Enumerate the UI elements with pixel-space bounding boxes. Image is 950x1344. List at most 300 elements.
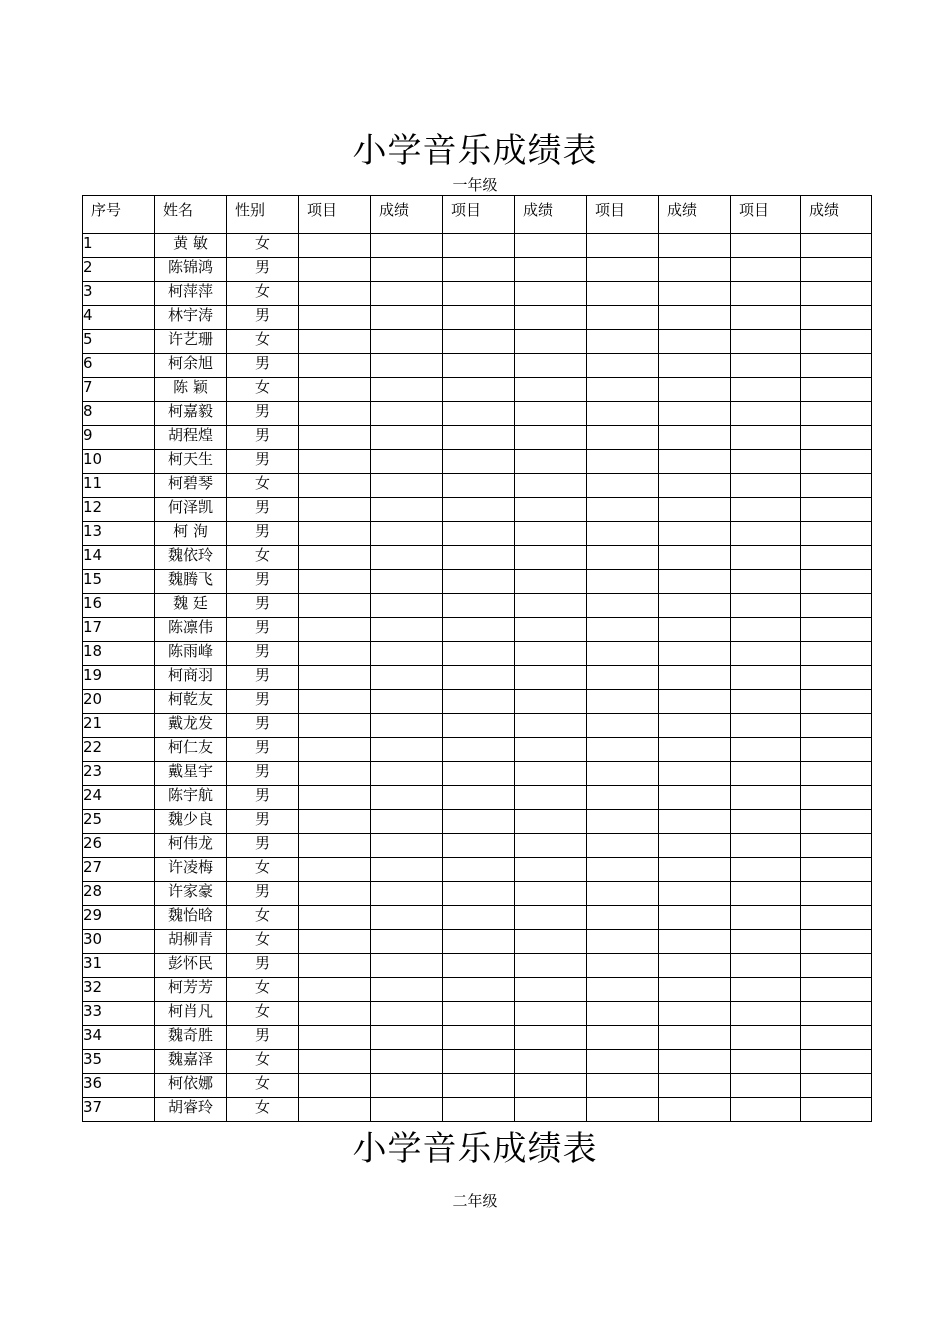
- project-cell[interactable]: [443, 954, 515, 978]
- project-cell[interactable]: [299, 618, 371, 642]
- project-cell[interactable]: [587, 1026, 659, 1050]
- project-cell[interactable]: [443, 570, 515, 594]
- project-cell[interactable]: [443, 1026, 515, 1050]
- score-cell[interactable]: [659, 786, 731, 810]
- project-cell[interactable]: [587, 978, 659, 1002]
- score-cell[interactable]: [801, 306, 872, 330]
- project-cell[interactable]: [443, 402, 515, 426]
- project-cell[interactable]: [587, 258, 659, 282]
- score-cell[interactable]: [659, 762, 731, 786]
- project-cell[interactable]: [731, 738, 801, 762]
- project-cell[interactable]: [731, 258, 801, 282]
- project-cell[interactable]: [299, 930, 371, 954]
- score-cell[interactable]: [371, 786, 443, 810]
- student-name: 柯肖凡: [155, 1002, 227, 1026]
- score-cell[interactable]: [801, 978, 872, 1002]
- score-cell[interactable]: [801, 930, 872, 954]
- score-cell[interactable]: [515, 834, 587, 858]
- project-cell[interactable]: [443, 666, 515, 690]
- score-cell[interactable]: [515, 498, 587, 522]
- project-cell[interactable]: [587, 858, 659, 882]
- project-cell[interactable]: [443, 1074, 515, 1098]
- score-cell[interactable]: [801, 522, 872, 546]
- score-cell[interactable]: [801, 714, 872, 738]
- score-cell[interactable]: [801, 354, 872, 378]
- score-cell[interactable]: [371, 450, 443, 474]
- score-cell[interactable]: [515, 426, 587, 450]
- score-cell[interactable]: [371, 330, 443, 354]
- score-cell[interactable]: [371, 282, 443, 306]
- project-cell[interactable]: [299, 258, 371, 282]
- score-cell[interactable]: [801, 906, 872, 930]
- score-cell[interactable]: [371, 906, 443, 930]
- score-cell[interactable]: [371, 738, 443, 762]
- project-cell[interactable]: [731, 882, 801, 906]
- project-cell[interactable]: [587, 762, 659, 786]
- project-cell[interactable]: [299, 1002, 371, 1026]
- table-row: [83, 786, 872, 810]
- project-cell[interactable]: [587, 498, 659, 522]
- project-cell[interactable]: [299, 354, 371, 378]
- project-cell[interactable]: [587, 930, 659, 954]
- project-cell[interactable]: [299, 882, 371, 906]
- score-cell[interactable]: [371, 474, 443, 498]
- project-cell[interactable]: [443, 330, 515, 354]
- project-cell[interactable]: [731, 426, 801, 450]
- project-cell[interactable]: [731, 954, 801, 978]
- score-cell[interactable]: [801, 498, 872, 522]
- score-cell[interactable]: [659, 642, 731, 666]
- project-cell[interactable]: [299, 402, 371, 426]
- project-cell[interactable]: [299, 234, 371, 258]
- project-cell[interactable]: [587, 402, 659, 426]
- score-cell[interactable]: [659, 402, 731, 426]
- score-cell[interactable]: [515, 954, 587, 978]
- score-cell[interactable]: [371, 930, 443, 954]
- project-cell[interactable]: [443, 738, 515, 762]
- score-cell[interactable]: [515, 594, 587, 618]
- score-cell[interactable]: [515, 762, 587, 786]
- project-cell[interactable]: [731, 642, 801, 666]
- score-cell[interactable]: [371, 402, 443, 426]
- score-cell[interactable]: [801, 642, 872, 666]
- score-cell[interactable]: [659, 306, 731, 330]
- score-cell[interactable]: [801, 738, 872, 762]
- project-cell[interactable]: [443, 522, 515, 546]
- score-cell[interactable]: [659, 378, 731, 402]
- project-cell[interactable]: [443, 906, 515, 930]
- score-cell[interactable]: [371, 642, 443, 666]
- score-cell[interactable]: [801, 402, 872, 426]
- project-cell[interactable]: [443, 810, 515, 834]
- score-cell[interactable]: [371, 1050, 443, 1074]
- score-cell[interactable]: [801, 426, 872, 450]
- project-cell[interactable]: [443, 690, 515, 714]
- project-cell[interactable]: [587, 282, 659, 306]
- score-cell[interactable]: [371, 426, 443, 450]
- project-cell[interactable]: [587, 1050, 659, 1074]
- score-cell[interactable]: [371, 954, 443, 978]
- project-cell[interactable]: [443, 258, 515, 282]
- score-cell[interactable]: [659, 282, 731, 306]
- score-cell[interactable]: [659, 882, 731, 906]
- score-cell[interactable]: [659, 930, 731, 954]
- project-cell[interactable]: [443, 762, 515, 786]
- score-cell[interactable]: [659, 954, 731, 978]
- score-cell[interactable]: [515, 642, 587, 666]
- project-cell[interactable]: [299, 906, 371, 930]
- score-cell[interactable]: [371, 258, 443, 282]
- score-cell[interactable]: [371, 306, 443, 330]
- project-cell[interactable]: [299, 978, 371, 1002]
- project-cell[interactable]: [587, 426, 659, 450]
- project-cell[interactable]: [299, 426, 371, 450]
- score-cell[interactable]: [371, 498, 443, 522]
- project-cell[interactable]: [299, 738, 371, 762]
- project-cell[interactable]: [731, 474, 801, 498]
- project-cell[interactable]: [731, 282, 801, 306]
- score-cell[interactable]: [659, 474, 731, 498]
- score-cell[interactable]: [371, 1074, 443, 1098]
- score-cell[interactable]: [659, 450, 731, 474]
- project-cell[interactable]: [443, 834, 515, 858]
- score-cell[interactable]: [801, 858, 872, 882]
- project-cell[interactable]: [443, 714, 515, 738]
- project-cell[interactable]: [299, 378, 371, 402]
- project-cell[interactable]: [443, 930, 515, 954]
- score-cell[interactable]: [659, 426, 731, 450]
- project-cell[interactable]: [443, 450, 515, 474]
- score-cell[interactable]: [659, 354, 731, 378]
- score-cell[interactable]: [659, 618, 731, 642]
- project-cell[interactable]: [443, 546, 515, 570]
- score-cell[interactable]: [801, 450, 872, 474]
- score-cell[interactable]: [515, 282, 587, 306]
- project-cell[interactable]: [587, 1002, 659, 1026]
- score-cell[interactable]: [515, 738, 587, 762]
- project-cell[interactable]: [443, 306, 515, 330]
- project-cell[interactable]: [731, 1002, 801, 1026]
- project-cell[interactable]: [443, 978, 515, 1002]
- score-cell[interactable]: [659, 594, 731, 618]
- project-cell[interactable]: [587, 378, 659, 402]
- project-cell[interactable]: [299, 666, 371, 690]
- project-cell[interactable]: [731, 402, 801, 426]
- score-cell[interactable]: [659, 498, 731, 522]
- score-cell[interactable]: [659, 906, 731, 930]
- score-cell[interactable]: [515, 1074, 587, 1098]
- project-cell[interactable]: [587, 522, 659, 546]
- score-cell[interactable]: [801, 546, 872, 570]
- project-cell[interactable]: [443, 234, 515, 258]
- project-cell[interactable]: [299, 306, 371, 330]
- project-cell[interactable]: [443, 282, 515, 306]
- project-cell[interactable]: [443, 1098, 515, 1122]
- project-cell[interactable]: [299, 1050, 371, 1074]
- project-cell[interactable]: [731, 378, 801, 402]
- score-cell[interactable]: [659, 978, 731, 1002]
- score-cell[interactable]: [659, 714, 731, 738]
- project-cell[interactable]: [731, 930, 801, 954]
- score-cell[interactable]: [371, 714, 443, 738]
- project-cell[interactable]: [731, 1026, 801, 1050]
- project-cell[interactable]: [731, 330, 801, 354]
- score-cell[interactable]: [801, 474, 872, 498]
- score-cell[interactable]: [371, 1002, 443, 1026]
- score-cell[interactable]: [659, 810, 731, 834]
- project-cell[interactable]: [299, 762, 371, 786]
- project-cell[interactable]: [587, 1098, 659, 1122]
- project-cell[interactable]: [443, 498, 515, 522]
- project-cell[interactable]: [299, 1098, 371, 1122]
- project-cell[interactable]: [299, 954, 371, 978]
- score-cell[interactable]: [659, 234, 731, 258]
- row-number: 3: [83, 282, 155, 306]
- score-cell[interactable]: [659, 1002, 731, 1026]
- project-cell[interactable]: [299, 642, 371, 666]
- score-cell[interactable]: [801, 810, 872, 834]
- score-cell[interactable]: [801, 1098, 872, 1122]
- project-cell[interactable]: [299, 858, 371, 882]
- project-cell[interactable]: [731, 498, 801, 522]
- score-cell[interactable]: [515, 450, 587, 474]
- score-cell[interactable]: [659, 738, 731, 762]
- score-cell[interactable]: [371, 1026, 443, 1050]
- score-cell[interactable]: [515, 546, 587, 570]
- project-cell[interactable]: [443, 642, 515, 666]
- score-cell[interactable]: [371, 666, 443, 690]
- score-cell[interactable]: [515, 474, 587, 498]
- project-cell[interactable]: [587, 570, 659, 594]
- score-cell[interactable]: [371, 882, 443, 906]
- score-cell[interactable]: [801, 594, 872, 618]
- score-cell[interactable]: [371, 1098, 443, 1122]
- score-cell[interactable]: [371, 978, 443, 1002]
- score-cell[interactable]: [515, 882, 587, 906]
- score-cell[interactable]: [659, 546, 731, 570]
- score-cell[interactable]: [515, 930, 587, 954]
- score-cell[interactable]: [371, 546, 443, 570]
- score-cell[interactable]: [371, 834, 443, 858]
- project-cell[interactable]: [587, 306, 659, 330]
- score-cell[interactable]: [801, 618, 872, 642]
- score-cell[interactable]: [515, 1026, 587, 1050]
- project-cell[interactable]: [443, 1002, 515, 1026]
- score-cell[interactable]: [515, 402, 587, 426]
- score-cell[interactable]: [371, 378, 443, 402]
- project-cell[interactable]: [587, 906, 659, 930]
- score-cell[interactable]: [515, 858, 587, 882]
- score-cell[interactable]: [659, 570, 731, 594]
- project-cell[interactable]: [443, 378, 515, 402]
- project-cell[interactable]: [299, 498, 371, 522]
- score-cell[interactable]: [515, 378, 587, 402]
- score-cell[interactable]: [515, 306, 587, 330]
- score-cell[interactable]: [801, 834, 872, 858]
- score-cell[interactable]: [801, 762, 872, 786]
- project-cell[interactable]: [731, 810, 801, 834]
- project-cell[interactable]: [299, 522, 371, 546]
- project-cell[interactable]: [299, 474, 371, 498]
- project-cell[interactable]: [731, 570, 801, 594]
- project-cell[interactable]: [299, 834, 371, 858]
- score-cell[interactable]: [801, 882, 872, 906]
- score-cell[interactable]: [659, 522, 731, 546]
- project-cell[interactable]: [731, 522, 801, 546]
- project-cell[interactable]: [731, 594, 801, 618]
- score-cell[interactable]: [801, 690, 872, 714]
- score-cell[interactable]: [801, 1074, 872, 1098]
- project-cell[interactable]: [731, 450, 801, 474]
- score-cell[interactable]: [371, 570, 443, 594]
- score-cell[interactable]: [801, 258, 872, 282]
- project-cell[interactable]: [587, 714, 659, 738]
- project-cell[interactable]: [587, 666, 659, 690]
- score-cell[interactable]: [371, 690, 443, 714]
- project-cell[interactable]: [443, 786, 515, 810]
- score-cell[interactable]: [515, 1050, 587, 1074]
- project-cell[interactable]: [731, 546, 801, 570]
- score-cell[interactable]: [515, 906, 587, 930]
- project-cell[interactable]: [587, 354, 659, 378]
- score-cell[interactable]: [371, 618, 443, 642]
- score-cell[interactable]: [515, 570, 587, 594]
- project-cell[interactable]: [299, 714, 371, 738]
- score-cell[interactable]: [659, 1074, 731, 1098]
- project-cell[interactable]: [731, 666, 801, 690]
- score-cell[interactable]: [371, 810, 443, 834]
- project-cell[interactable]: [731, 834, 801, 858]
- project-cell[interactable]: [587, 618, 659, 642]
- project-cell[interactable]: [587, 882, 659, 906]
- project-cell[interactable]: [731, 306, 801, 330]
- project-cell[interactable]: [731, 978, 801, 1002]
- project-cell[interactable]: [731, 714, 801, 738]
- project-cell[interactable]: [587, 690, 659, 714]
- project-cell[interactable]: [587, 546, 659, 570]
- score-cell[interactable]: [801, 954, 872, 978]
- score-cell[interactable]: [371, 234, 443, 258]
- score-cell[interactable]: [801, 1026, 872, 1050]
- project-cell[interactable]: [587, 234, 659, 258]
- score-cell[interactable]: [659, 690, 731, 714]
- score-cell[interactable]: [515, 690, 587, 714]
- project-cell[interactable]: [587, 330, 659, 354]
- project-cell[interactable]: [731, 786, 801, 810]
- project-cell[interactable]: [731, 234, 801, 258]
- project-cell[interactable]: [443, 474, 515, 498]
- score-cell[interactable]: [371, 762, 443, 786]
- project-cell[interactable]: [731, 858, 801, 882]
- project-cell[interactable]: [731, 618, 801, 642]
- score-cell[interactable]: [659, 1050, 731, 1074]
- project-cell[interactable]: [299, 450, 371, 474]
- score-cell[interactable]: [515, 618, 587, 642]
- score-cell[interactable]: [659, 666, 731, 690]
- score-cell[interactable]: [515, 714, 587, 738]
- project-cell[interactable]: [731, 354, 801, 378]
- score-cell[interactable]: [801, 1050, 872, 1074]
- project-cell[interactable]: [299, 546, 371, 570]
- project-cell[interactable]: [587, 1074, 659, 1098]
- score-cell[interactable]: [515, 234, 587, 258]
- score-cell[interactable]: [659, 858, 731, 882]
- project-cell[interactable]: [443, 1050, 515, 1074]
- score-cell[interactable]: [371, 858, 443, 882]
- project-cell[interactable]: [731, 690, 801, 714]
- score-cell[interactable]: [801, 378, 872, 402]
- score-cell[interactable]: [371, 594, 443, 618]
- project-cell[interactable]: [299, 786, 371, 810]
- score-cell[interactable]: [515, 522, 587, 546]
- project-cell[interactable]: [443, 858, 515, 882]
- project-cell[interactable]: [731, 1098, 801, 1122]
- score-cell[interactable]: [515, 1098, 587, 1122]
- project-cell[interactable]: [299, 690, 371, 714]
- project-cell[interactable]: [299, 1074, 371, 1098]
- project-cell[interactable]: [299, 594, 371, 618]
- row-number: 36: [83, 1074, 155, 1098]
- project-cell[interactable]: [299, 282, 371, 306]
- score-cell[interactable]: [515, 330, 587, 354]
- project-cell[interactable]: [731, 1050, 801, 1074]
- project-cell[interactable]: [299, 570, 371, 594]
- score-cell[interactable]: [659, 834, 731, 858]
- score-cell[interactable]: [801, 666, 872, 690]
- score-cell[interactable]: [801, 1002, 872, 1026]
- score-cell[interactable]: [515, 786, 587, 810]
- project-cell[interactable]: [587, 474, 659, 498]
- project-cell[interactable]: [587, 786, 659, 810]
- project-cell[interactable]: [587, 738, 659, 762]
- score-cell[interactable]: [371, 354, 443, 378]
- project-cell[interactable]: [587, 810, 659, 834]
- score-cell[interactable]: [371, 522, 443, 546]
- score-cell[interactable]: [801, 570, 872, 594]
- score-cell[interactable]: [659, 1026, 731, 1050]
- project-cell[interactable]: [443, 426, 515, 450]
- score-cell[interactable]: [801, 330, 872, 354]
- project-cell[interactable]: [299, 1026, 371, 1050]
- project-cell[interactable]: [731, 1074, 801, 1098]
- project-cell[interactable]: [587, 834, 659, 858]
- project-cell[interactable]: [443, 618, 515, 642]
- score-cell[interactable]: [515, 810, 587, 834]
- score-cell[interactable]: [801, 786, 872, 810]
- score-cell[interactable]: [659, 330, 731, 354]
- project-cell[interactable]: [443, 882, 515, 906]
- project-cell[interactable]: [587, 594, 659, 618]
- score-cell[interactable]: [515, 666, 587, 690]
- score-cell[interactable]: [515, 258, 587, 282]
- project-cell[interactable]: [587, 954, 659, 978]
- score-cell[interactable]: [515, 1002, 587, 1026]
- score-cell[interactable]: [659, 1098, 731, 1122]
- project-cell[interactable]: [587, 450, 659, 474]
- project-cell[interactable]: [731, 906, 801, 930]
- project-cell[interactable]: [731, 762, 801, 786]
- score-cell[interactable]: [515, 354, 587, 378]
- score-cell[interactable]: [659, 258, 731, 282]
- score-cell[interactable]: [801, 282, 872, 306]
- score-cell[interactable]: [515, 978, 587, 1002]
- project-cell[interactable]: [299, 810, 371, 834]
- project-cell[interactable]: [587, 642, 659, 666]
- project-cell[interactable]: [443, 594, 515, 618]
- project-cell[interactable]: [443, 354, 515, 378]
- project-cell[interactable]: [299, 330, 371, 354]
- score-cell[interactable]: [801, 234, 872, 258]
